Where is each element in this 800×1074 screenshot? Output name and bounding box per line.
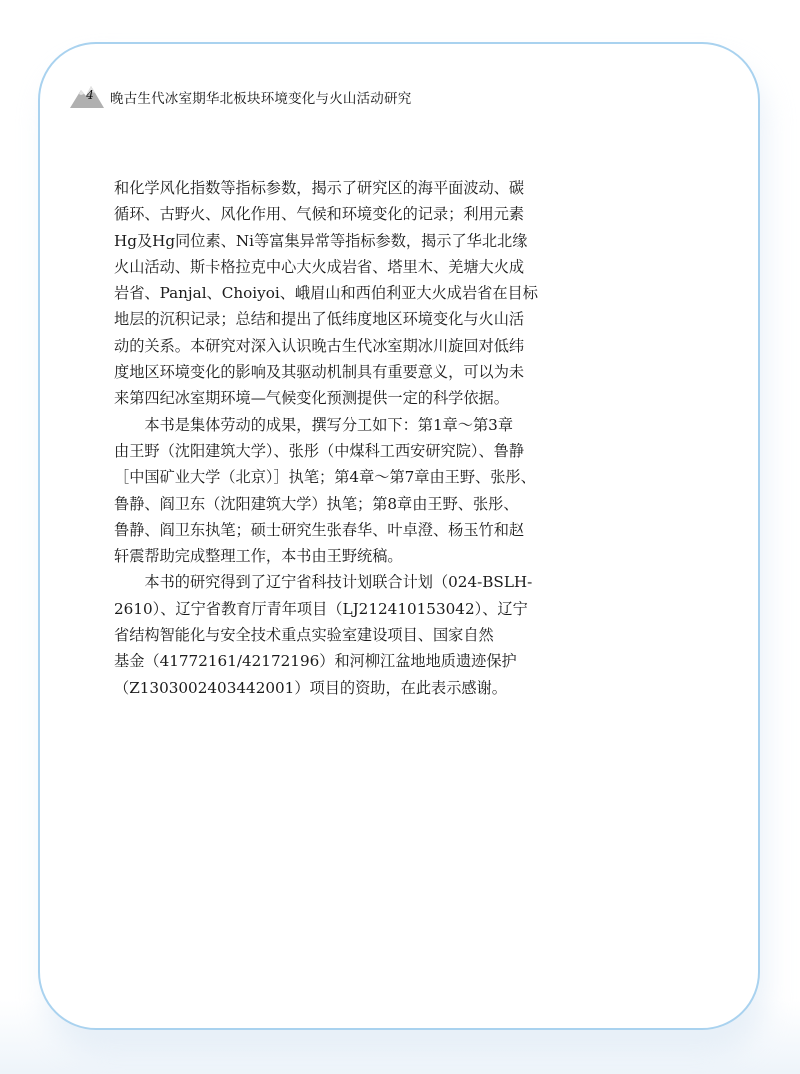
page-header	[70, 84, 530, 110]
paragraph	[114, 175, 564, 412]
text-line: 本书是集体劳动的成果，撰写分工如下：第1章～第3章	[144, 415, 514, 434]
text-line: 地层的沉积记录；总结和提出了低纬度地区环境变化与火山活	[114, 310, 525, 329]
text-line: Hg及Hg同位素、Ni等富集异常等指标参数，揭示了华北北缘	[114, 231, 528, 250]
text-line: 鲁静、阎卫东（沈阳建筑大学）执笔；第8章由王野、张彤、	[114, 494, 519, 513]
text-line: 动的关系。本研究对深入认识晚古生代冰室期冰川旋回对低纬	[114, 336, 525, 355]
text-line: 岩省、Panjal、Choiyoi、峨眉山和西伯利亚大火成岩省在目标	[114, 284, 538, 303]
body-text	[114, 175, 564, 701]
paragraph	[114, 412, 564, 570]
text-line: 火山活动、斯卡格拉克中心大火成岩省、塔里木、羌塘大火成	[114, 257, 525, 276]
text-line: 来第四纪冰室期环境—气候变化预测提供一定的科学依据。	[114, 389, 509, 408]
text-line: 轩震帮助完成整理工作，本书由王野统稿。	[114, 547, 403, 566]
text-line: ［中国矿业大学（北京）］执笔；第4章～第7章由王野、张彤、	[114, 468, 536, 487]
text-line: 和化学风化指数等指标参数，揭示了研究区的海平面波动、碳	[114, 179, 525, 197]
text-line: 基金（41772161/42172196）和河柳江盆地地质遗迹保护	[114, 652, 517, 671]
text-line: 度地区环境变化的影响及其驱动机制具有重要意义，可以为未	[114, 363, 525, 382]
text-line: 由王野（沈阳建筑大学）、张彤（中煤科工西安研究院）、鲁静	[114, 441, 525, 460]
text-line: 鲁静、阎卫东执笔；硕士研究生张春华、叶卓澄、杨玉竹和赵	[114, 520, 525, 539]
text-line: 循环、古野火、风化作用、气候和环境变化的记录；利用元素	[114, 205, 525, 224]
running-title: 晚古生代冰室期华北板块环境变化与火山活动研究	[110, 91, 412, 107]
text-line: 省结构智能化与安全技术重点实验室建设项目、国家自然	[114, 626, 494, 645]
page-number: 4	[86, 88, 94, 102]
text-line: 本书的研究得到了辽宁省科技计划联合计划（024-BSLH-	[144, 573, 533, 592]
text-line: 2610）、辽宁省教育厅青年项目（LJ212410153042）、辽宁	[114, 599, 528, 618]
text-line: （Z1303002403442001）项目的资助，在此表示感谢。	[114, 678, 507, 697]
paragraph	[114, 569, 564, 700]
